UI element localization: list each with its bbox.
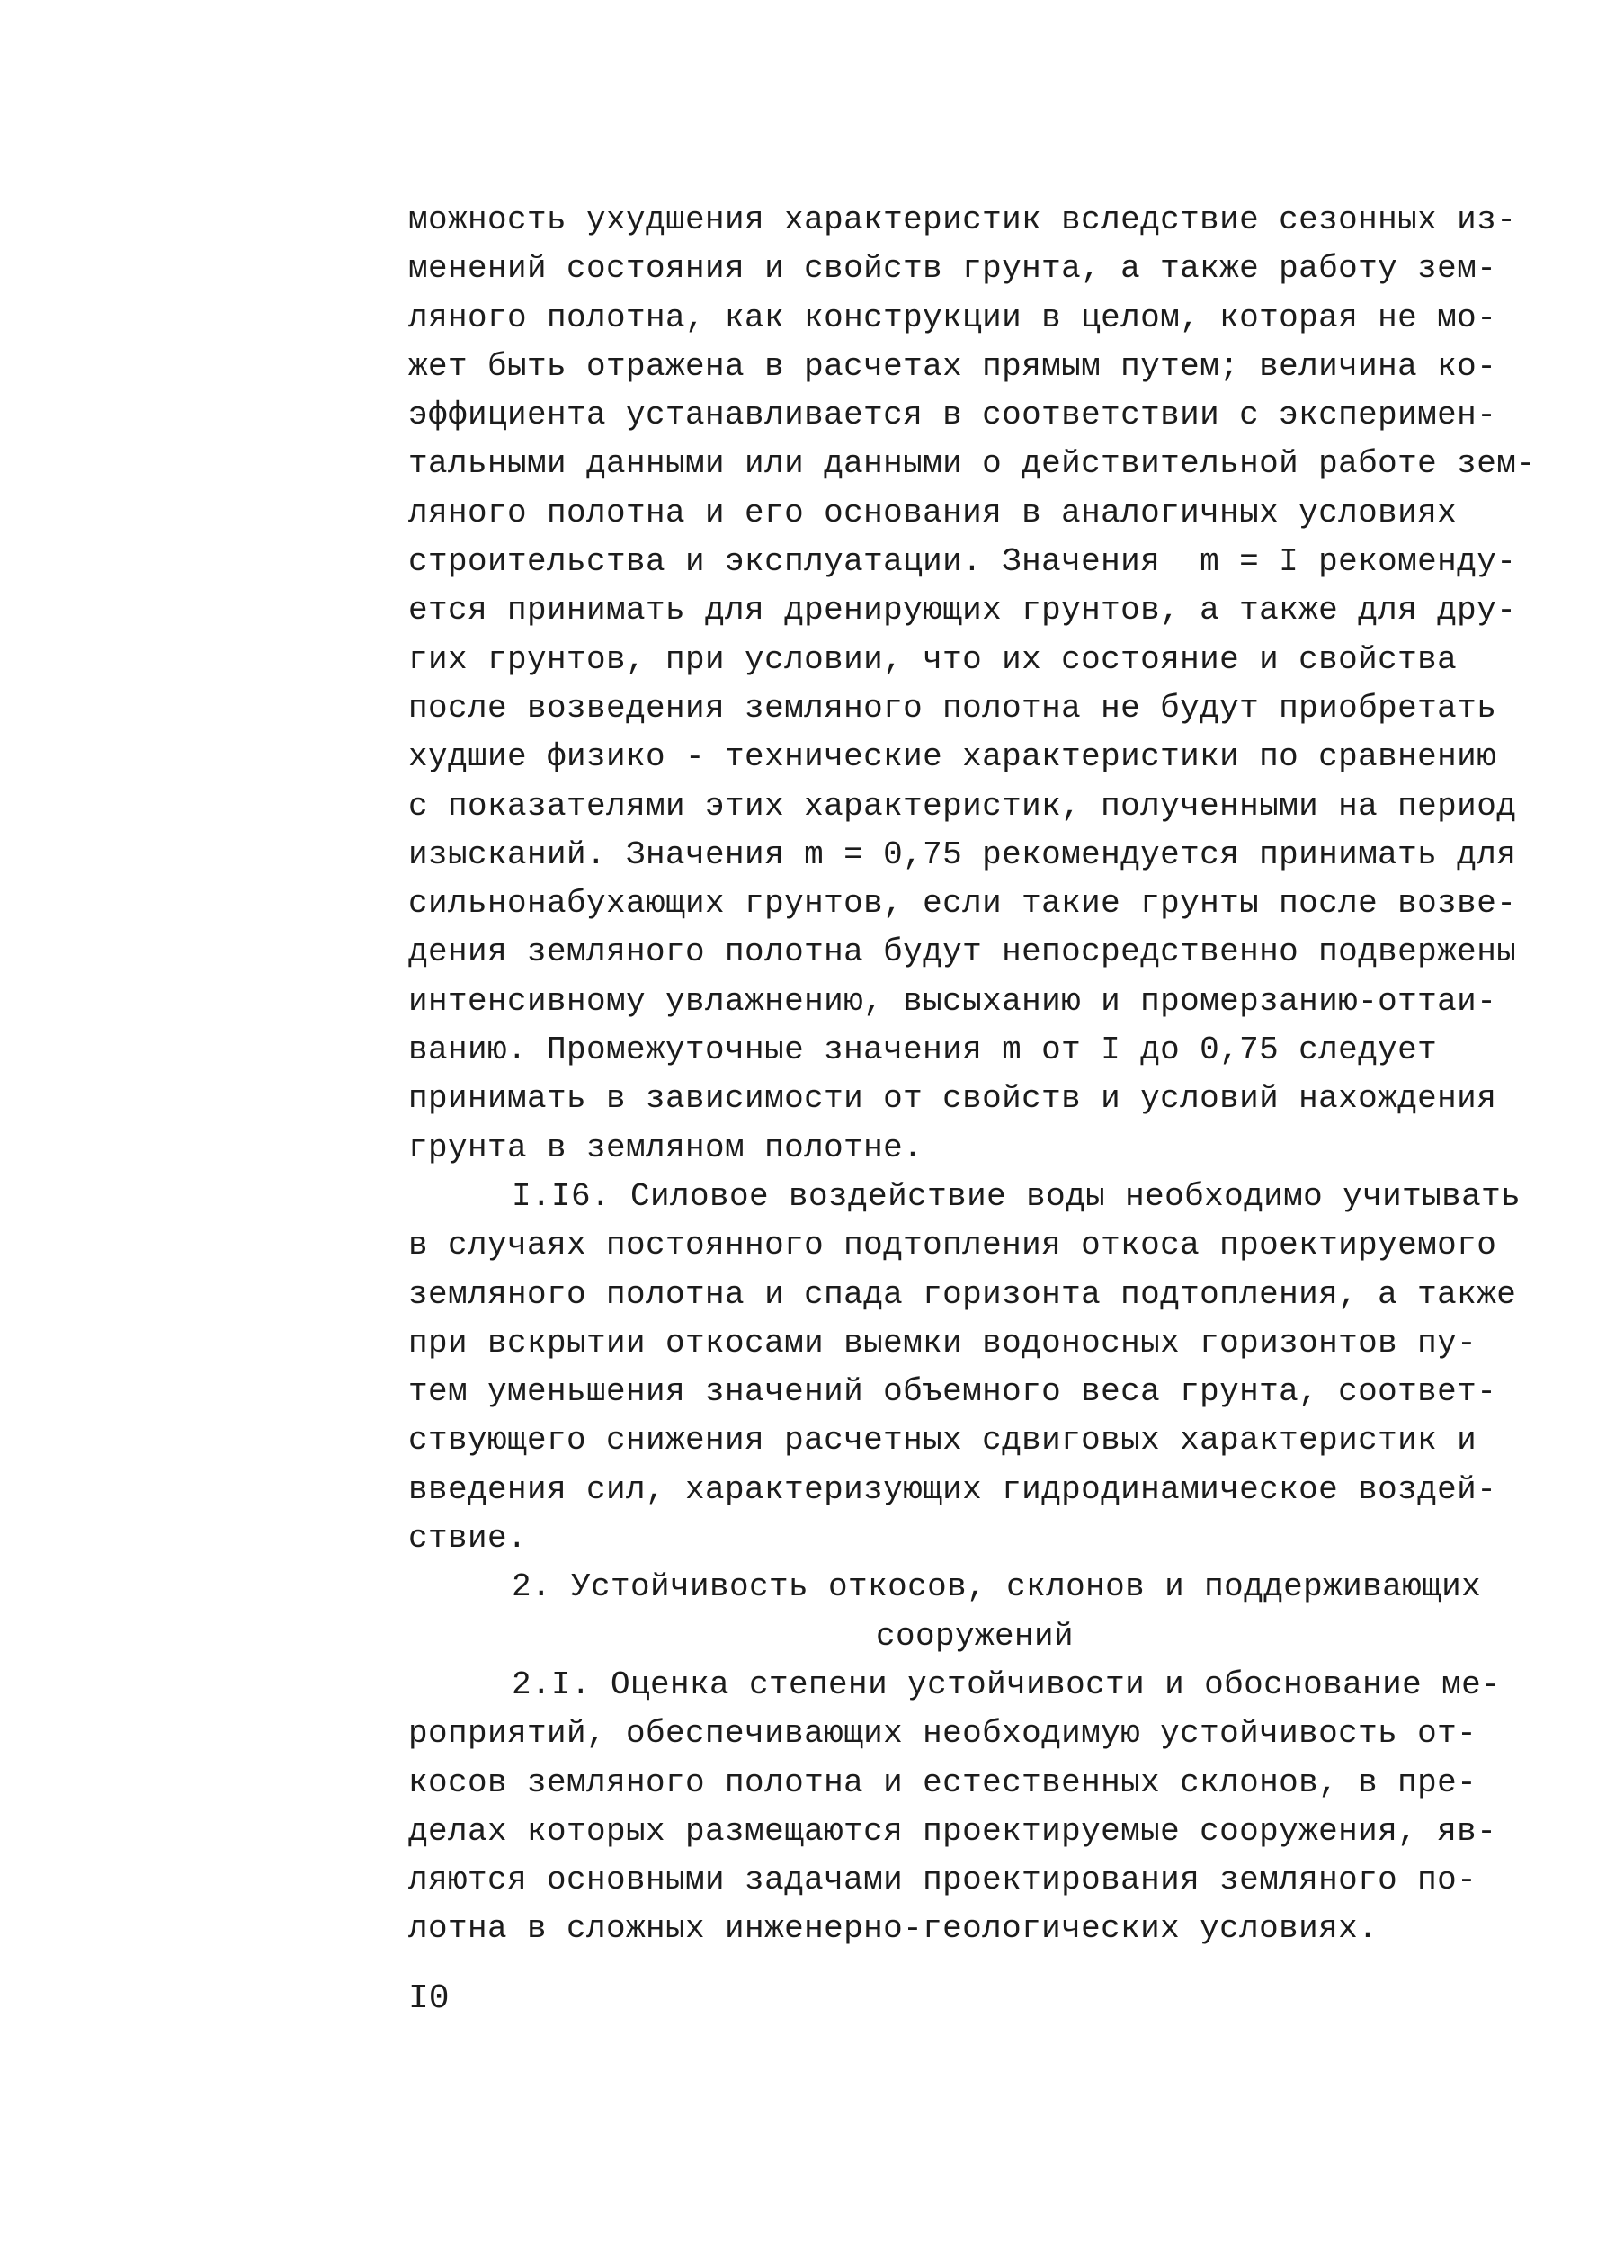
text-line: ляного полотна, как конструкции в целом, которая не мо- (408, 299, 1497, 336)
text-line: делах которых размещаются проектируемые сооружения, яв- (408, 1812, 1497, 1850)
text-line: принимать в зависимости от свойств и условий нахождения (408, 1080, 1497, 1118)
text-line: менений состояния и свойств грунта, а также работу зем- (408, 250, 1497, 288)
text-line: введения сил, характеризующих гидродинамическое воздей- (408, 1470, 1497, 1508)
text-line: ляются основными задачами проектирования земляного по- (408, 1862, 1477, 1899)
section-heading (408, 1563, 1523, 1661)
text-line: после возведения земляного полотна не будут приобретать (408, 689, 1497, 727)
paragraph-2-1 (408, 1661, 1523, 1954)
text-line: 2.I. Оценка степени устойчивости и обоснование ме- (512, 1665, 1502, 1703)
text-line: ется принимать для дренирующих грунтов, а также для дру- (408, 592, 1517, 630)
text-line: с показателями этих характеристик, полученными на период (408, 787, 1517, 825)
text-line: в случаях постоянного подтопления откоса проектируемого (408, 1227, 1497, 1264)
main-text (408, 196, 1537, 1954)
text-line: ванию. Промежуточные значения m от I до 0,75 следует (408, 1031, 1438, 1069)
page-number: I0 (408, 1979, 450, 2018)
section-heading-line: сооружений (876, 1617, 1075, 1655)
text-line: сильнонабухающих грунтов, если такие грунты после возве- (408, 885, 1517, 923)
text-line: ствие. (408, 1520, 528, 1558)
text-line: жет быть отражена в расчетах прямым путем; величина ко- (408, 347, 1497, 385)
text-line: ляного полотна и его основания в аналогичных условиях (408, 494, 1458, 531)
text-line: при вскрытии откосами выемки водоносных горизонтов пу- (408, 1324, 1477, 1362)
text-line: ствующего снижения расчетных сдвиговых характеристик и (408, 1422, 1477, 1460)
text-line: интенсивному увлажнению, высыханию и промерзанию-оттаи- (408, 982, 1497, 1020)
text-line: эффициента устанавливается в соответствии с эксперимен- (408, 397, 1497, 434)
section-heading-line: 2. Устойчивость откосов, склонов и поддерживающих (512, 1568, 1482, 1606)
text-line: гих грунтов, при условии, что их состояние и свойства (408, 640, 1458, 678)
text-line: тем уменьшения значений объемного веса грунта, соответ- (408, 1373, 1497, 1411)
text-line: дения земляного полотна будут непосредственно подвержены (408, 933, 1517, 971)
text-line: тальными данными или данными о действительной работе зем- (408, 445, 1537, 483)
text-line: строительства и эксплуатации. Значения m = I рекоменду- (408, 543, 1517, 581)
text-line: I.I6. Силовое воздействие воды необходимо учитывать (512, 1177, 1521, 1215)
text-line: можность ухудшения характеристик вследствие сезонных из- (408, 201, 1517, 238)
text-line: грунта в земляном полотне. (408, 1129, 924, 1166)
paragraph-continued (408, 196, 1537, 1173)
text-line: худшие физико - технические характеристики по сравнению (408, 738, 1497, 776)
text-line: земляного полотна и спада горизонта подтопления, а также (408, 1275, 1517, 1313)
text-line: роприятий, обеспечивающих необходимую устойчивость от- (408, 1715, 1477, 1753)
text-line: косов земляного полотна и естественных склонов, в пре- (408, 1764, 1477, 1801)
text-line: изысканий. Значения m = 0,75 рекомендуется принимать для (408, 835, 1517, 873)
text-line: лотна в сложных инженерно-геологических условиях. (408, 1910, 1379, 1948)
paragraph-1-16 (408, 1173, 1523, 1563)
